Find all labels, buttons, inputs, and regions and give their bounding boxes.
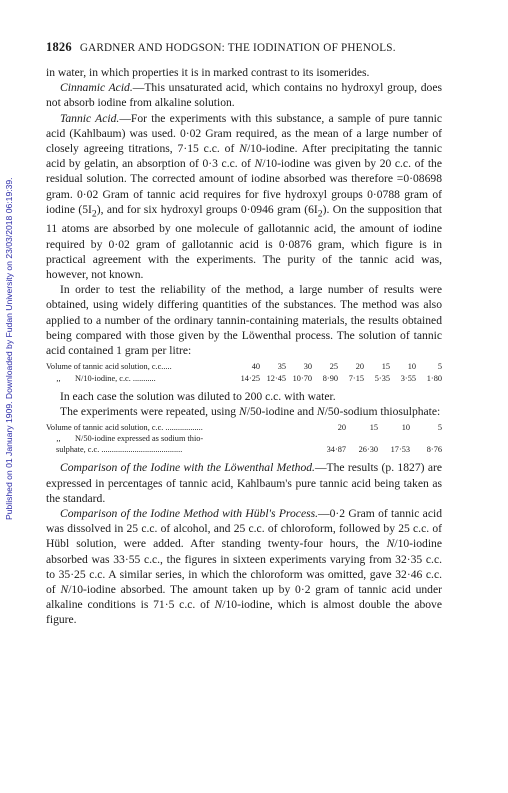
table-cell: 26·30 (358, 445, 378, 455)
table-cell: 34·87 (326, 445, 346, 455)
page-number: 1826 (46, 40, 72, 54)
table-cell: 10 (401, 423, 410, 433)
running-header (46, 40, 442, 55)
table-cell: 15 (369, 423, 378, 433)
paragraph: The experiments were repeated, using N/50-iodine and N/50-sodium thiosulphate: (60, 405, 441, 419)
journal-page (46, 40, 442, 628)
table-cell: 15 (381, 362, 390, 372)
table-cell: 1·80 (426, 373, 442, 383)
download-watermark: Published on 01 January 1909. Downloaded by Fudan University on 23/03/2018 06:19:39. (4, 177, 14, 520)
table-cell: 10 (407, 362, 416, 372)
table-row-label: ,, N/50-iodine expressed as sodium thio- (46, 434, 204, 444)
paragraph: In order to test the reliability of the method, a large number of results were obtained, using widely differing quantities of the substances. The method was also applied to a number of the ordinary tannin-containing materials, the results obtained being compared with those given by the Löwenthal process. The solution of tannic acid contained 1 gram per litre: (46, 283, 442, 357)
table-cell: 17·53 (390, 445, 410, 455)
section-heading: Comparison of the Iodine Method with Hübl's Process. (60, 507, 319, 520)
paragraph: Comparison of the Iodine with the Löwenthal Method.—The results (p. 1827) are expressed in percentages of tannic acid, Kahlbaum's pure tannic acid being taken as the standard. (46, 461, 442, 505)
table-cell: 8·90 (322, 373, 338, 383)
table-cell: 5 (437, 362, 442, 372)
table-row-label: Volume of tannic acid solution, c.c. .................. (46, 423, 203, 433)
paragraph: Tannic Acid.—For the experiments with this substance, a sample of pure tannic acid (Kahlbaum) was used. 0·02 Gram required, as the mean of a large number of closely agreeing titrations, 7·15 c.c. of N/10-iodine. After precipitating the tannic acid by gelatin, an absorption of 0·3 c.c. of N/10-iodine was given by 20 c.c. of the residual solution. The corrected amount of iodine absorbed was therefore =0·08698 gram. 0·02 Gram of tannic acid requires for five hydroxyl groups 0·0788 gram of iodine $(5I_2)$, and for six hydroxyl groups 0·0946 gram $(6I_2)$. On the supposition that 11 atoms are absorbed by one molecule of gallotannic acid, the amount of iodine required by 0·02 gram of gallotannic acid is 0·0876 gram, which figure is in practical agreement with the experiments. The purity of the tannic acid was, however, not known. (46, 111, 443, 281)
table-row-label: Volume of tannic acid solution, c.c..... (46, 362, 172, 372)
article-body (46, 65, 442, 628)
table-cell: 14·25 (240, 373, 260, 383)
paragraph: In each case the solution was diluted to 200 c.c. with water. (60, 389, 336, 403)
table-cell: 5·35 (374, 373, 390, 383)
section-heading: Cinnamic Acid. (60, 81, 133, 95)
table-cell: 7·15 (348, 373, 364, 383)
section-heading: Tannic Acid. (60, 111, 120, 125)
table-cell: 25 (329, 362, 338, 372)
table-cell: 8·76 (426, 445, 442, 455)
table-cell: 3·55 (400, 373, 416, 383)
table-row-label: ,, N/10-iodine, c.c. ........... (46, 373, 156, 383)
thiosulphate-table (46, 422, 442, 455)
paragraph: Comparison of the Iodine Method with Hübl's Process.—0·2 Gram of tannic acid was dissolved in 25 c.c. of alcohol, and 25 c.c. of chloroform, followed by 25 c.c. of Hübl solution, were added. After standing twenty-four hours, the N/10-iodine absorbed was 33·55 c.c., the figures in sixteen experiments varying from 32·35 c.c. to 35·25 c.c. A similar series, in which the chloroform was omitted, gave 32·46 c.c. of N/10-iodine absorbed. The amount taken up by 0·2 gram of tannic acid under alkaline conditions is 71·5 c.c. of N/10-iodine, which is almost double the above figure. (46, 507, 442, 627)
table-cell: 40 (251, 362, 260, 372)
table-cell: 10·70 (292, 373, 312, 383)
table-cell: 20 (337, 423, 346, 433)
table-cell: 20 (355, 362, 364, 372)
table-row-label: sulphate, c.c. ....................................... (56, 445, 183, 455)
paragraph: Cinnamic Acid.—This unsaturated acid, which contains no hydroxyl group, does not absorb iodine from alkaline solution. (46, 81, 442, 110)
paragraph: in water, in which properties it is in marked contrast to its isomerides. (46, 66, 370, 79)
table-cell: 30 (303, 362, 312, 372)
running-title: GARDNER AND HODGSON: THE IODINATION OF PHENOLS. (79, 42, 396, 54)
section-heading: Comparison of the Iodine with the Löwenthal Method. (60, 461, 315, 475)
table-cell: 12·45 (266, 373, 286, 383)
table-cell: 5 (437, 423, 442, 433)
table-cell: 35 (277, 362, 286, 372)
tannic-acid-table (46, 361, 442, 384)
